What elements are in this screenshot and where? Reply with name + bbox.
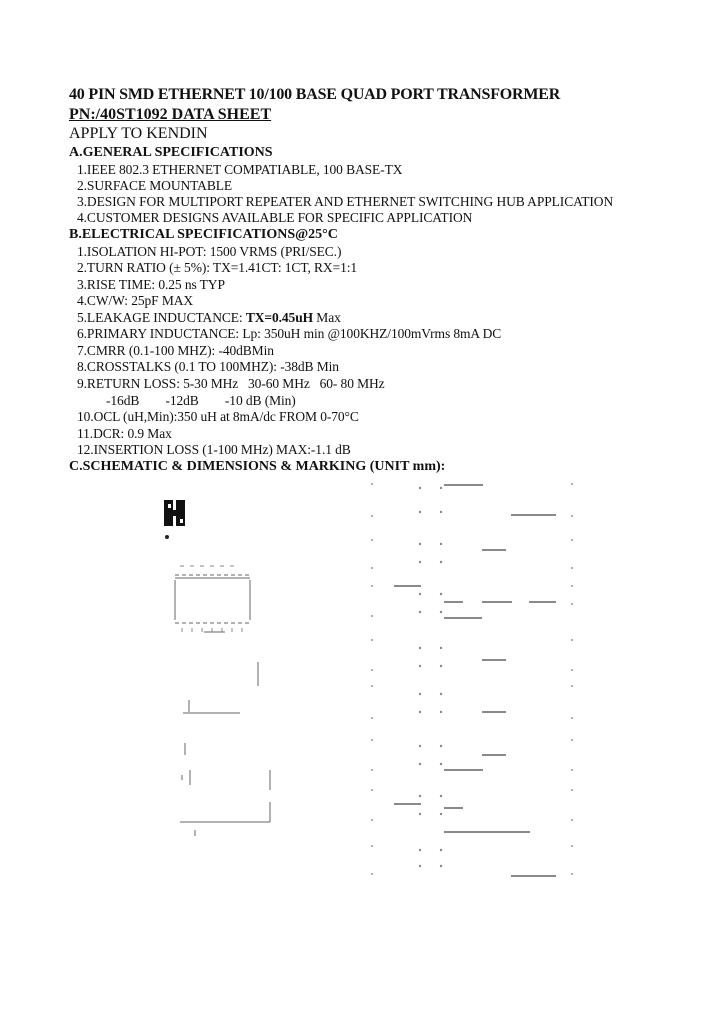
winding-marks	[419, 487, 442, 867]
spec-a-item: 2.SURFACE MOUNTABLE	[77, 178, 233, 193]
spec-a-item: 1.IEEE 802.3 ETHERNET COMPATIABLE, 100 BASE-TX	[77, 162, 403, 177]
spec-b-item: 7.CMRR (0.1-100 MHZ): -40dBMin	[77, 343, 274, 358]
spec-b-item: 2.TURN RATIO (± 5%): TX=1.41CT: 1CT, RX=1:1	[77, 260, 358, 275]
leakage-value: TX=0.45uH	[245, 310, 314, 325]
spec-a-item: 4.CUSTOMER DESIGNS AVAILABLE FOR SPECIFIC APPLICATION	[77, 210, 473, 225]
spec-b-item: 9.RETURN LOSS: 5-30 MHz 30-60 MHz 60- 80 MHz	[77, 376, 385, 391]
spec-b-item: 1.ISOLATION HI-POT: 1500 VRMS (PRI/SEC.)	[77, 244, 342, 259]
spec-b-item: 8.CROSSTALKS (0.1 TO 100MHZ): -38dB Min	[77, 359, 339, 374]
leakage-suffix: Max	[313, 310, 341, 325]
section-c-heading: C.SCHEMATIC & DIMENSIONS & MARKING (UNIT mm):	[69, 459, 446, 474]
apply-to-line: APPLY TO KENDIN	[69, 125, 208, 142]
dimension-ticks	[180, 566, 242, 632]
document-title: 40 PIN SMD ETHERNET 10/100 BASE QUAD PORT TRANSFORMER	[69, 86, 561, 103]
manufacturer-logo	[164, 500, 185, 539]
spec-b-item: 12.INSERTION LOSS (1-100 MHz) MAX:-1.1 dB	[77, 442, 351, 457]
spec-a-item: 3.DESIGN FOR MULTIPORT REPEATER AND ETHERNET SWITCHING HUB APPLICATION	[77, 194, 614, 209]
return-loss-values: -16dB -12dB -10 dB (Min)	[106, 393, 296, 408]
package-outline	[175, 575, 270, 836]
spec-b-item: 4.CW/W: 25pF MAX	[77, 293, 194, 308]
spec-b-item: 3.RISE TIME: 0.25 ns TYP	[77, 277, 225, 292]
section-b-heading: B.ELECTRICAL SPECIFICATIONS@25°C	[69, 227, 338, 242]
pin-dots	[371, 483, 573, 875]
schematic-wiring	[394, 485, 556, 876]
part-number-heading: PN:/40ST1092 DATA SHEET	[69, 106, 272, 123]
spec-b-item: 6.PRIMARY INDUCTANCE: Lp: 350uH min @100KHZ/100mVrms 8mA DC	[77, 326, 502, 341]
leakage-prefix: 5.LEAKAGE INDUCTANCE:	[77, 310, 246, 325]
spec-b-item: 11.DCR: 0.9 Max	[77, 426, 172, 441]
section-a-heading: A.GENERAL SPECIFICATIONS	[69, 145, 273, 160]
spec-b-item: 10.OCL (uH,Min):350 uH at 8mA/dc FROM 0-70°C	[77, 409, 359, 424]
